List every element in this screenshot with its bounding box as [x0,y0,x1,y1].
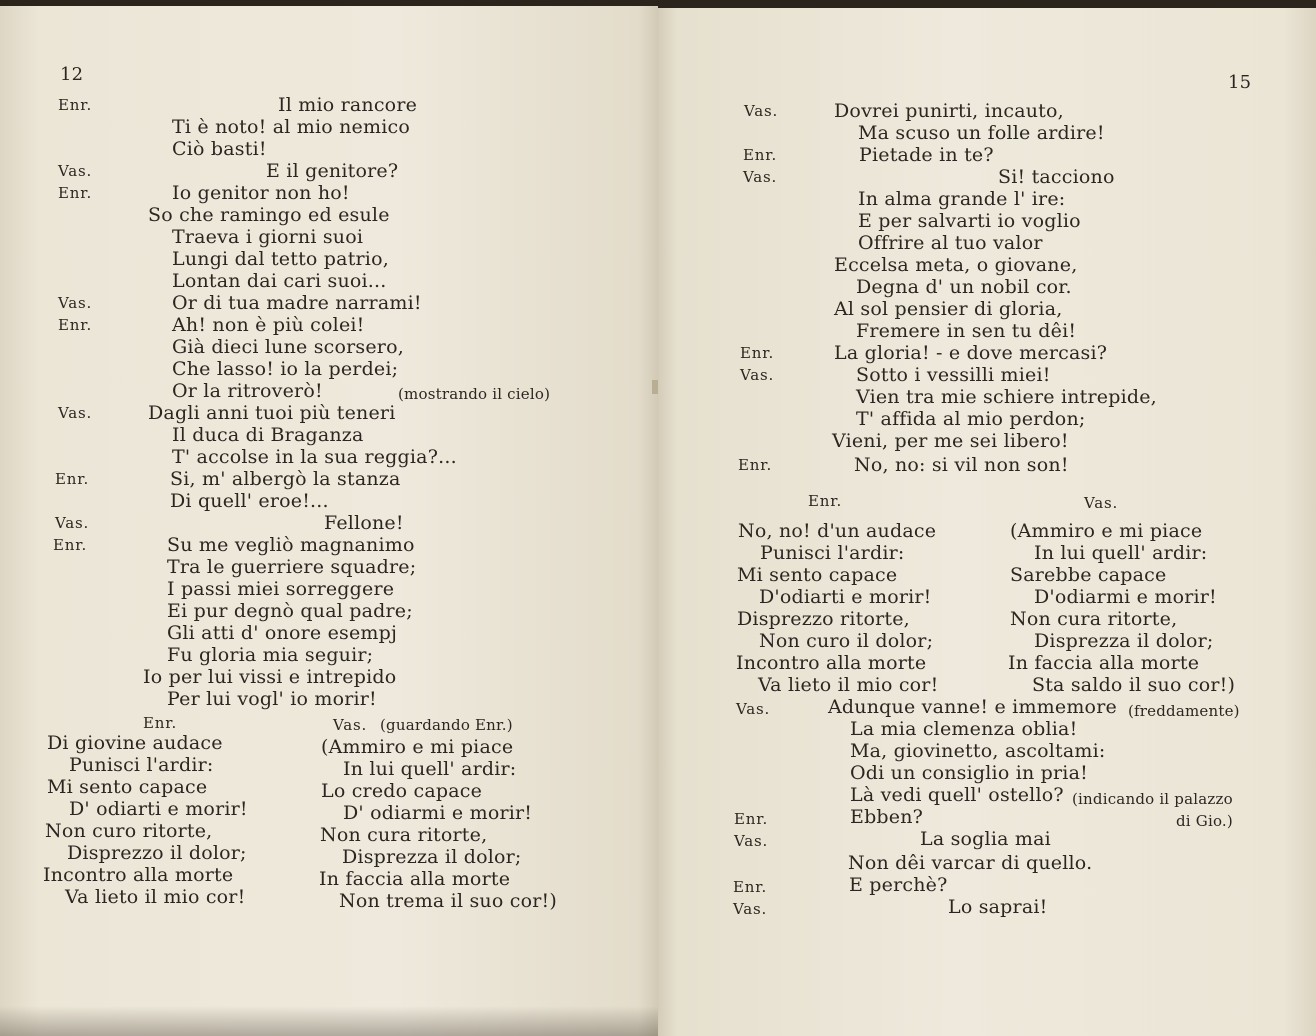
duet-line-left: Di giovine audace [47,732,223,754]
duet-line-right: Non cura ritorte, [320,824,488,846]
verse-line: Eccelsa meta, o giovane, [834,254,1078,276]
verse-line: Di quell' eroe!... [170,490,329,512]
duet-line-left: Non curo il dolor; [759,630,934,652]
speaker-label: Vas. [740,366,775,384]
verse-line: Su me vegliò magnanimo [167,534,415,556]
duet-line-left: Mi sento capace [737,564,898,586]
page-edge-shadow [0,1006,700,1036]
verse-line: Al sol pensier di gloria, [834,298,1063,320]
speaker-label: Vas. [743,168,778,186]
duet-line-left: Non curo ritorte, [45,820,213,842]
duet-line-right: Sta saldo il suo cor!) [1032,674,1236,696]
speaker-label: Vas. [55,514,90,532]
duet-line-left: Disprezzo ritorte, [737,608,910,630]
verse-line: Fremere in sen tu dêi! [856,320,1077,342]
speaker-label: Vas. [58,162,93,180]
verse-line: Dovrei punirti, incauto, [834,100,1064,122]
verse-line: Gli atti d' onore esempj [167,622,398,644]
verse-line: I passi miei sorreggere [167,578,395,600]
speaker-label: Vas. [733,900,768,918]
speaker-label: Enr. [58,316,93,334]
duet-line-right: Lo credo capace [321,780,483,802]
verse-line: Ti è noto! al mio nemico [172,116,410,138]
duet-line-left: D' odiarti e morir! [69,798,248,820]
verse-line: Ma scuso un folle ardire! [858,122,1105,144]
verse-line: Fellone! [324,512,404,534]
duet-header-right: Vas. [1084,494,1119,512]
speaker-label: Enr. [738,456,773,474]
duet-header-left: Enr. [143,714,178,732]
duet-line-right: D' odiarmi e morir! [343,802,533,824]
speaker-label: Enr. [53,536,88,554]
verse-line: Fu gloria mia seguir; [167,644,374,666]
speaker-label: Enr. [740,344,775,362]
duet-line-right: (Ammiro e mi piace [1010,520,1203,542]
speaker-label: Enr. [734,810,769,828]
verse-line: Tra le guerriere squadre; [167,556,417,578]
verse-line: Offrire al tuo valor [858,232,1043,254]
verse-line: Ebben? [850,806,924,828]
verse-line: Per lui vogl' io morir! [167,688,377,710]
duet-line-left: Incontro alla morte [43,864,234,886]
verse-line: Già dieci lune scorsero, [172,336,404,358]
verse-line: Io genitor non ho! [172,182,350,204]
verse-line: T' accolse in la sua reggia?... [172,446,457,468]
verse-line: E il genitore? [266,160,399,182]
duet-line-right: Disprezza il dolor; [1034,630,1214,652]
duet-line-right: (Ammiro e mi piace [321,736,514,758]
verse-line: Lontan dai cari suoi... [172,270,387,292]
page-number: 15 [1228,72,1252,93]
duet-line-left: No, no! d'un audace [738,520,937,542]
speaker-label: Enr. [743,146,778,164]
right-page [658,0,1316,1036]
verse-line: Or la ritroverò! [172,380,323,402]
speaker-label: Enr. [55,470,90,488]
verse-line: Lo saprai! [948,896,1048,918]
verse-line: Odi un consiglio in pria! [850,762,1088,784]
duet-line-right: Sarebbe capace [1010,564,1167,586]
verse-line: Vieni, per me sei libero! [832,430,1069,452]
verse-line: La mia clemenza oblia! [850,718,1078,740]
duet-line-left: Punisci l'ardir: [760,542,905,564]
duet-line-right: D'odiarmi e morir! [1034,586,1217,608]
verse-line: E per salvarti io voglio [858,210,1081,232]
verse-line: Ah! non è più colei! [172,314,365,336]
duet-line-left: Va lieto il mio cor! [758,674,939,696]
stage-direction: di Gio.) [1176,812,1233,830]
verse-line: La soglia mai [920,828,1051,850]
verse-line: Il mio rancore [278,94,418,116]
verse-line: Non dêi varcar di quello. [848,852,1093,874]
verse-line: Il duca di Braganza [172,424,364,446]
stage-direction: (guardando Enr.) [380,716,513,734]
speaker-label: Vas. [58,294,93,312]
verse-line: Là vedi quell' ostello? [850,784,1064,806]
speaker-label: Vas. [58,404,93,422]
verse-line: Adunque vanne! e immemore [828,696,1117,718]
speaker-label: Enr. [58,184,93,202]
verse-line: Si! tacciono [998,166,1115,188]
verse-line: Ciò basti! [172,138,267,160]
duet-line-right: Disprezza il dolor; [342,846,522,868]
verse-line: Sotto i vessilli miei! [856,364,1051,386]
stage-direction: (freddamente) [1128,702,1240,720]
stage-direction: (indicando il palazzo [1072,790,1233,808]
verse-line: Che lasso! io la perdei; [172,358,399,380]
verse-line: Degna d' un nobil cor. [856,276,1072,298]
speaker-label: Vas. [734,832,769,850]
verse-line: Traeva i giorni suoi [172,226,364,248]
duet-line-right: In lui quell' ardir: [343,758,517,780]
verse-line: E perchè? [849,874,948,896]
speaker-label: Vas. [744,102,779,120]
duet-line-right: Non cura ritorte, [1010,608,1178,630]
duet-line-right: In lui quell' ardir: [1034,542,1208,564]
verse-line: La gloria! - e dove mercasi? [834,342,1108,364]
speaker-label: Enr. [58,96,93,114]
stage-direction: (mostrando il cielo) [398,385,551,403]
speaker-label: Enr. [733,878,768,896]
duet-header-left: Enr. [808,492,843,510]
duet-line-left: Punisci l'ardir: [69,754,214,776]
verse-line: Si, m' albergò la stanza [170,468,401,490]
duet-line-left: Mi sento capace [47,776,208,798]
duet-line-left: Incontro alla morte [736,652,927,674]
duet-line-right: In faccia alla morte [1008,652,1200,674]
verse-line: No, no: si vil non son! [854,454,1069,476]
verse-line: Pietade in te? [859,144,994,166]
verse-line: So che ramingo ed esule [148,204,390,226]
duet-line-left: D'odiarti e morir! [759,586,932,608]
duet-header-right: Vas. [333,716,368,734]
duet-line-left: Disprezzo il dolor; [67,842,247,864]
verse-line: Ei pur degnò qual padre; [167,600,413,622]
verse-line: Io per lui vissi e intrepido [143,666,397,688]
verse-line: T' affida al mio perdon; [856,408,1086,430]
duet-line-left: Va lieto il mio cor! [65,886,246,908]
verse-line: Vien tra mie schiere intrepide, [856,386,1157,408]
speaker-label: Vas. [736,700,771,718]
verse-line: Dagli anni tuoi più teneri [148,402,396,424]
verse-line: Ma, giovinetto, ascoltami: [850,740,1106,762]
duet-line-right: Non trema il suo cor!) [339,890,557,912]
page-number: 12 [60,64,84,85]
verse-line: Or di tua madre narrami! [172,292,422,314]
verse-line: In alma grande l' ire: [858,188,1066,210]
duet-line-right: In faccia alla morte [319,868,511,890]
verse-line: Lungi dal tetto patrio, [172,248,389,270]
